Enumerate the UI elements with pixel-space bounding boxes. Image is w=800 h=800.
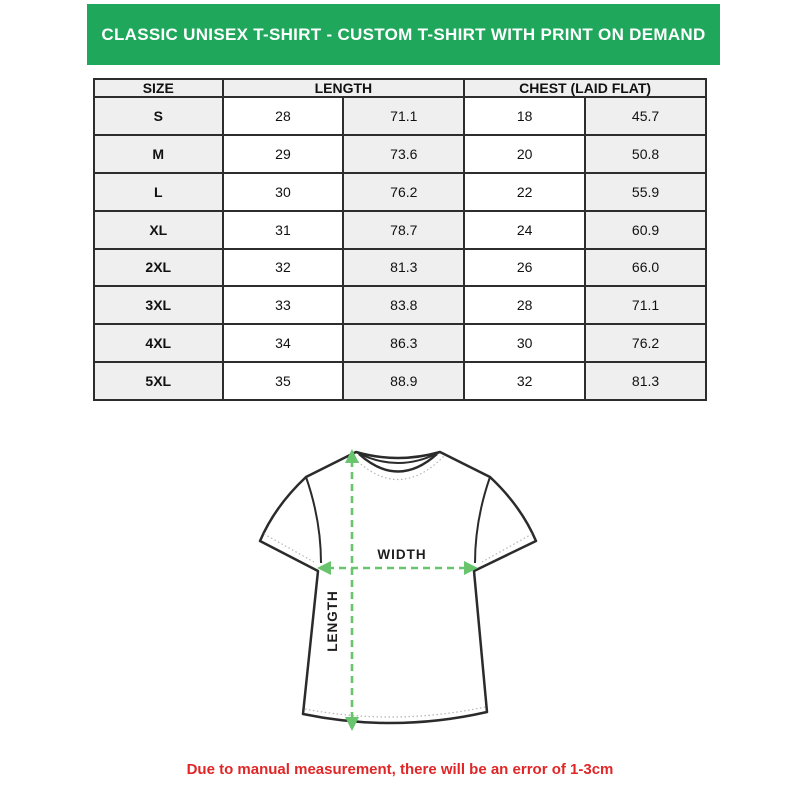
cell-chest-cm: 55.9 [585,173,706,211]
length-arrowhead-bottom [345,717,359,731]
tshirt-diagram [230,420,570,765]
cell-chest-in: 20 [464,135,585,173]
cell-chest-cm: 45.7 [585,97,706,135]
cell-chest-cm: 76.2 [585,324,706,362]
cell-size: 5XL [94,362,223,400]
length-label: LENGTH [325,590,340,652]
size-chart-table [93,78,707,401]
cell-length-in: 28 [223,97,344,135]
cell-length-cm: 88.9 [343,362,464,400]
cell-length-cm: 81.3 [343,249,464,287]
cell-chest-cm: 60.9 [585,211,706,249]
table-row [94,173,706,211]
cell-chest-cm: 50.8 [585,135,706,173]
cell-length-in: 35 [223,362,344,400]
cell-size: 4XL [94,324,223,362]
cell-length-cm: 78.7 [343,211,464,249]
table-row [94,249,706,287]
cell-length-cm: 83.8 [343,286,464,324]
cell-size: 2XL [94,249,223,287]
cell-chest-cm: 71.1 [585,286,706,324]
cell-length-in: 32 [223,249,344,287]
tshirt-outline [260,452,536,723]
width-label: WIDTH [377,547,427,562]
measurement-error-note: Due to manual measurement, there will be an error of 1-3cm [186,761,614,778]
cell-chest-in: 24 [464,211,585,249]
column-header-length: LENGTH [223,79,465,97]
cell-size: L [94,173,223,211]
header-row [94,79,706,97]
cell-chest-cm: 81.3 [585,362,706,400]
cell-length-cm: 73.6 [343,135,464,173]
cell-size: M [94,135,223,173]
cell-length-in: 33 [223,286,344,324]
cell-length-in: 31 [223,211,344,249]
cell-length-cm: 76.2 [343,173,464,211]
column-header-chest: CHEST (LAID FLAT) [464,79,706,97]
table-row [94,211,706,249]
title-banner [87,4,720,65]
cell-size: S [94,97,223,135]
cell-chest-in: 26 [464,249,585,287]
cell-size: 3XL [94,286,223,324]
cell-length-cm: 71.1 [343,97,464,135]
table-row [94,362,706,400]
cell-length-cm: 86.3 [343,324,464,362]
cell-length-in: 34 [223,324,344,362]
cell-chest-in: 22 [464,173,585,211]
column-header-size: SIZE [94,79,223,97]
cell-size: XL [94,211,223,249]
cell-chest-in: 28 [464,286,585,324]
table-row [94,97,706,135]
cell-chest-cm: 66.0 [585,249,706,287]
page-title: CLASSIC UNISEX T-SHIRT - CUSTOM T-SHIRT WITH PRINT ON DEMAND [101,24,706,44]
cell-length-in: 29 [223,135,344,173]
table-row [94,286,706,324]
cell-chest-in: 18 [464,97,585,135]
table-row [94,324,706,362]
cell-chest-in: 30 [464,324,585,362]
size-chart-section [93,78,707,401]
table-row [94,135,706,173]
cell-length-in: 30 [223,173,344,211]
cell-chest-in: 32 [464,362,585,400]
